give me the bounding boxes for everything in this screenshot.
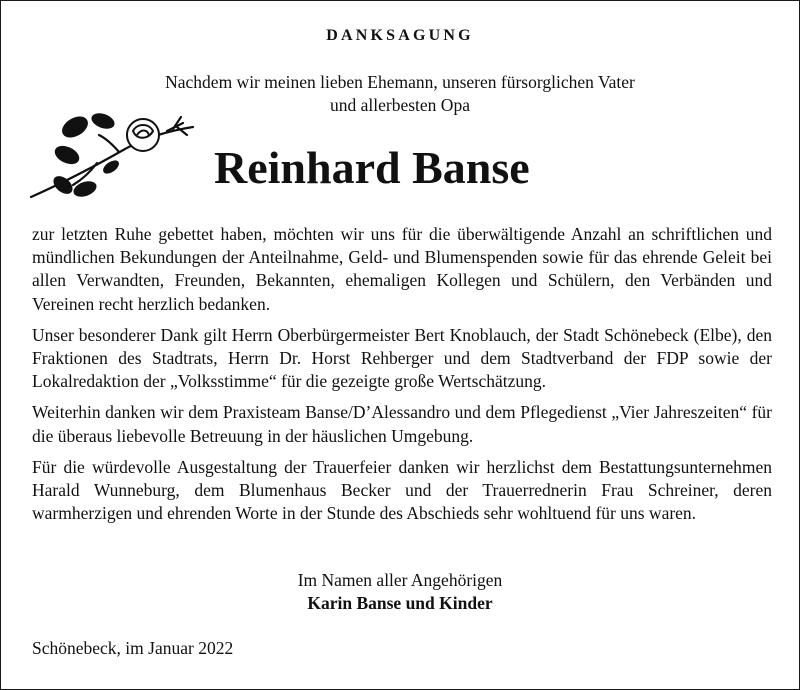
notice-heading: DANKSAGUNG <box>326 27 474 44</box>
paragraph-4: Für die würdevolle Ausgestaltung der Trauerfeier danken wir herzlichst dem Bestattungsunternehmen Harald Wunneburg, dem Blumenhaus Becker und der Trauerrednerin Frau Schreiner, deren warmherzigen und ehrenden Worte in der Stunde des Abschieds sehr wohltuend für uns waren. <box>32 456 772 524</box>
sign-line: Im Namen aller Angehörigen <box>297 570 503 590</box>
thanks-text <box>32 223 772 533</box>
signature-block <box>1 569 799 615</box>
signer-name: Karin Banse und Kinder <box>307 593 493 613</box>
intro-line-2: und allerbesten Opa <box>330 95 470 115</box>
paragraph-1: zur letzten Ruhe gebettet haben, möchten wir uns für die überwältigende Anzahl an schriftlichen und mündlichen Bekundungen der Anteilnahme, Geld- und Blumenspenden sowie für das ehrende Geleit bei allen Verwandten, Freunden, Bekannten, ehemaligen Kollegen und Schülern, den Verbänden und Vereinen recht herzlich bedanken. <box>32 224 772 314</box>
paragraph-2: Unser besonderer Dank gilt Herrn Oberbürgermeister Bert Knoblauch, der Stadt Schönebeck (Elbe), den Fraktionen des Stadtrats, Herrn Dr. Horst Rehberger und dem Stadtverband der FDP sowie der Lokalredaktion der „Volksstimme“ für die gezeigte große Wertschätzung. <box>32 324 772 392</box>
rose-icon <box>27 105 203 209</box>
paragraph-3: Weiterhin danken wir dem Praxisteam Banse/D’Alessandro und dem Pflegedienst „Vier Jahreszeiten“ für die überaus liebevolle Betreuung in der häuslichen Umgebung. <box>32 402 772 446</box>
intro-line-1: Nachdem wir meinen lieben Ehemann, unseren fürsorglichen Vater <box>165 72 635 92</box>
deceased-name: Reinhard Banse <box>214 142 530 193</box>
place-date: Schönebeck, im Januar 2022 <box>32 638 234 658</box>
